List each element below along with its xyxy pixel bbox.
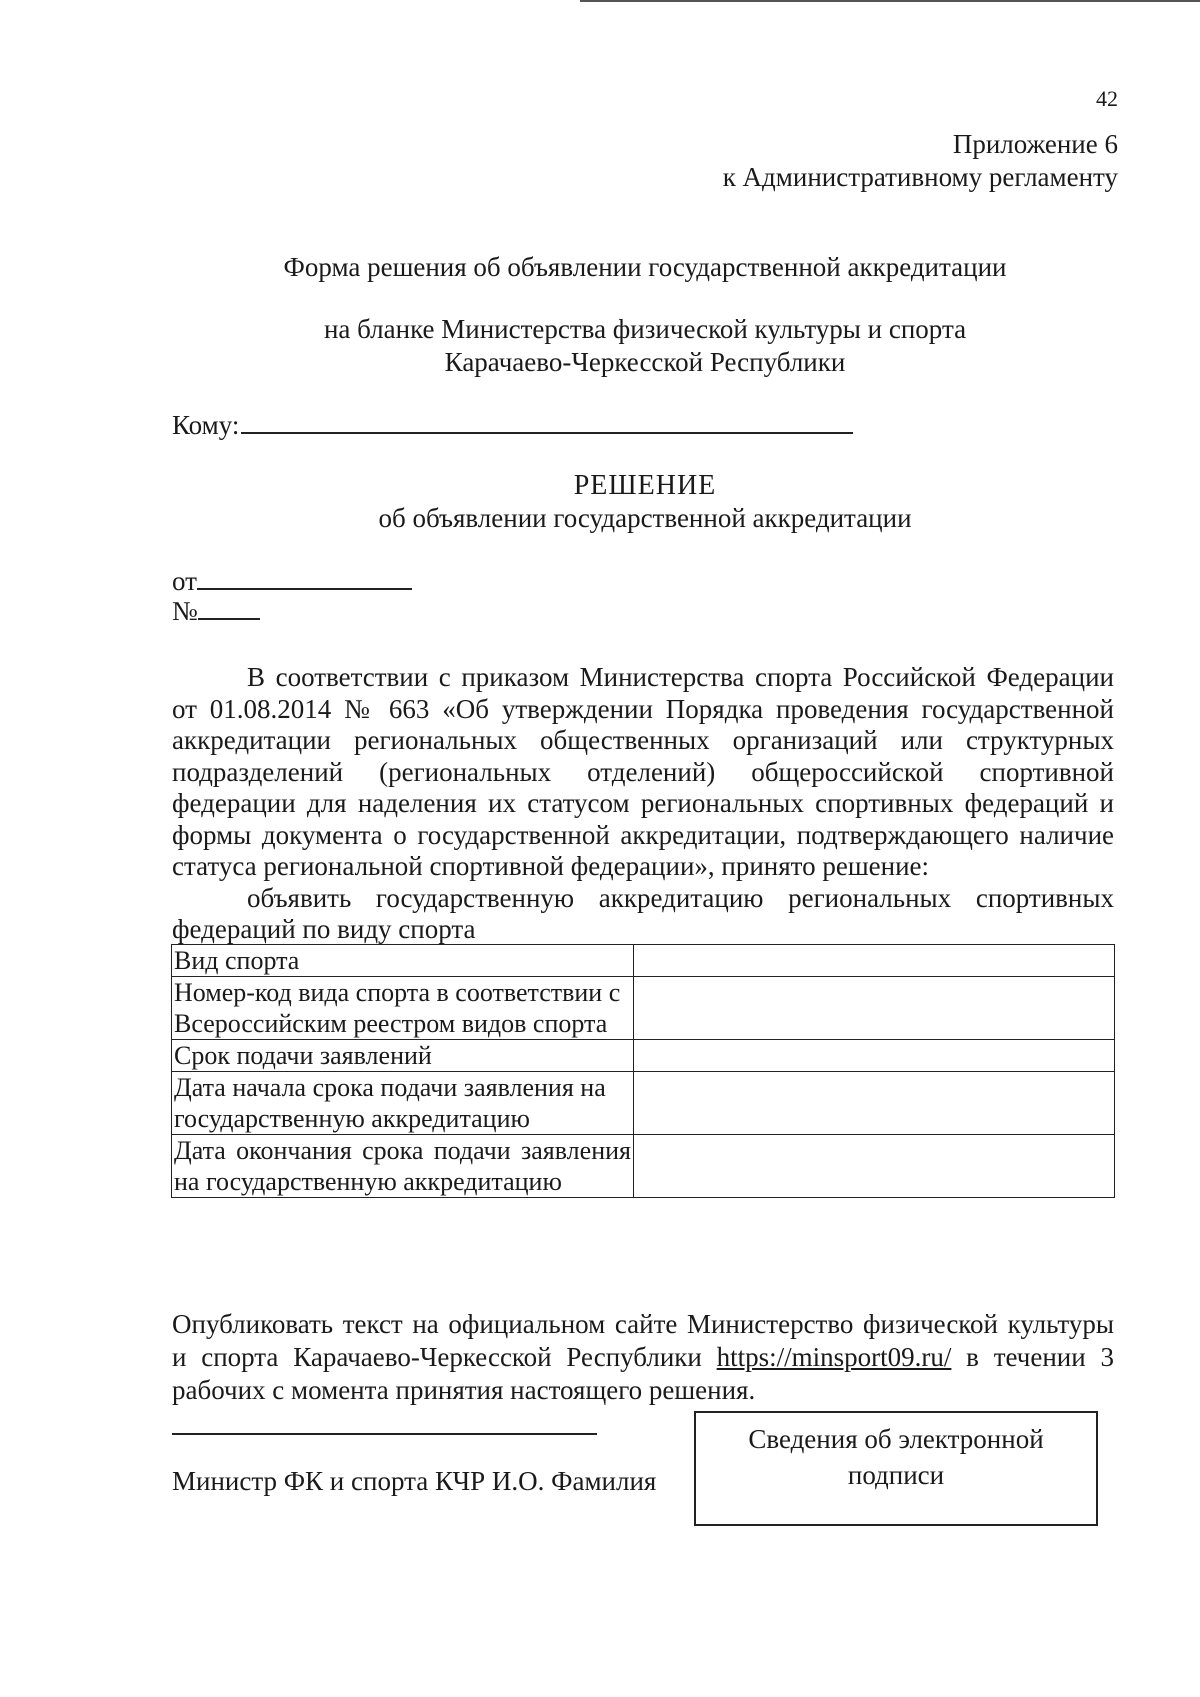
main-paragraph: В соответствии с приказом Министерства спорта Российской Федерации от 01.08.2014 № 663 «Об утверждении Порядка проведения государственной аккредитации региональных общественных организаций или структурных подразделений (региональных отделений) общероссийской спортивной федерации для наделения их статусом региональных спортивных федераций и формы документа о государственной аккредитации, подтверждающего наличие статуса региональной спортивной федерации», принято решение:: [172, 662, 1114, 881]
table-row: [172, 945, 1115, 977]
table-row: [172, 1072, 1115, 1135]
publish-text-start: Опубликовать текст на официальном сайте Министерство физической культуры и спорта Карачаево-Черкесской Республики: [172, 1309, 1114, 1372]
appendix-header: [723, 128, 1118, 194]
signature-line: [172, 1433, 597, 1435]
number-row: [172, 596, 412, 626]
minister-signature-label: Министр ФК и спорта КЧР И.О. Фамилия: [172, 1466, 657, 1496]
page-number: 42: [1096, 86, 1118, 111]
table-row-label: Вид спорта: [172, 945, 634, 977]
accreditation-table: [171, 944, 1115, 1198]
esignature-line-1: Сведения об электронной: [748, 1424, 1044, 1454]
form-title: Форма решения об объявлении государственной аккредитации: [283, 252, 1007, 282]
table-row-label: Номер-код вида спорта в соответствии с Всероссийским реестром видов спорта: [172, 977, 634, 1040]
recipient-row: [172, 408, 853, 441]
table-row: [172, 1135, 1115, 1198]
table-row: [172, 1040, 1115, 1072]
table-row-value: [634, 1040, 1115, 1072]
table-row-value: [634, 977, 1115, 1040]
blank-line-1: на бланке Министерства физической культуры и спорта: [323, 314, 967, 344]
table-row-label: Дата начала срока подачи заявления на государственную аккредитацию: [172, 1072, 634, 1135]
announce-paragraph: объявить государственную аккредитацию региональных спортивных федераций по виду спорта: [172, 883, 1114, 944]
recipient-field: [241, 408, 853, 434]
appendix-line-2: к Административному регламенту: [722, 162, 1118, 192]
blank-line-2: Карачаево-Черкесской Республики: [444, 347, 846, 377]
date-number-block: [172, 566, 412, 626]
scan-edge-line: [580, 0, 1200, 2]
publish-paragraph: [172, 1308, 1114, 1407]
ministry-website-link[interactable]: https://minsport09.ru/: [716, 1342, 952, 1372]
appendix-line-1: Приложение 6: [952, 129, 1118, 159]
date-row: [172, 566, 412, 596]
decision-subtitle: об объявлении государственной аккредитации: [378, 503, 912, 533]
publish-text-end: в течении 3 рабочих с момента принятия настоящего решения.: [172, 1342, 1114, 1405]
table-row-value: [634, 1072, 1115, 1135]
esignature-line-2: подписи: [847, 1460, 945, 1490]
electronic-signature-box: [694, 1411, 1098, 1526]
number-label: №: [172, 596, 198, 626]
table-row-value: [634, 1135, 1115, 1198]
recipient-label: Кому:: [172, 410, 240, 440]
date-field: [197, 566, 412, 590]
table-row-label: Дата окончания срока подачи заявления на государственную аккредитацию: [172, 1135, 634, 1198]
table-row-value: [634, 945, 1115, 977]
number-field: [198, 596, 260, 620]
date-label: от: [172, 566, 197, 596]
table-row: [172, 977, 1115, 1040]
table-row-label: Срок подачи заявлений: [172, 1040, 634, 1072]
decision-title: РЕШЕНИЕ: [573, 470, 717, 501]
